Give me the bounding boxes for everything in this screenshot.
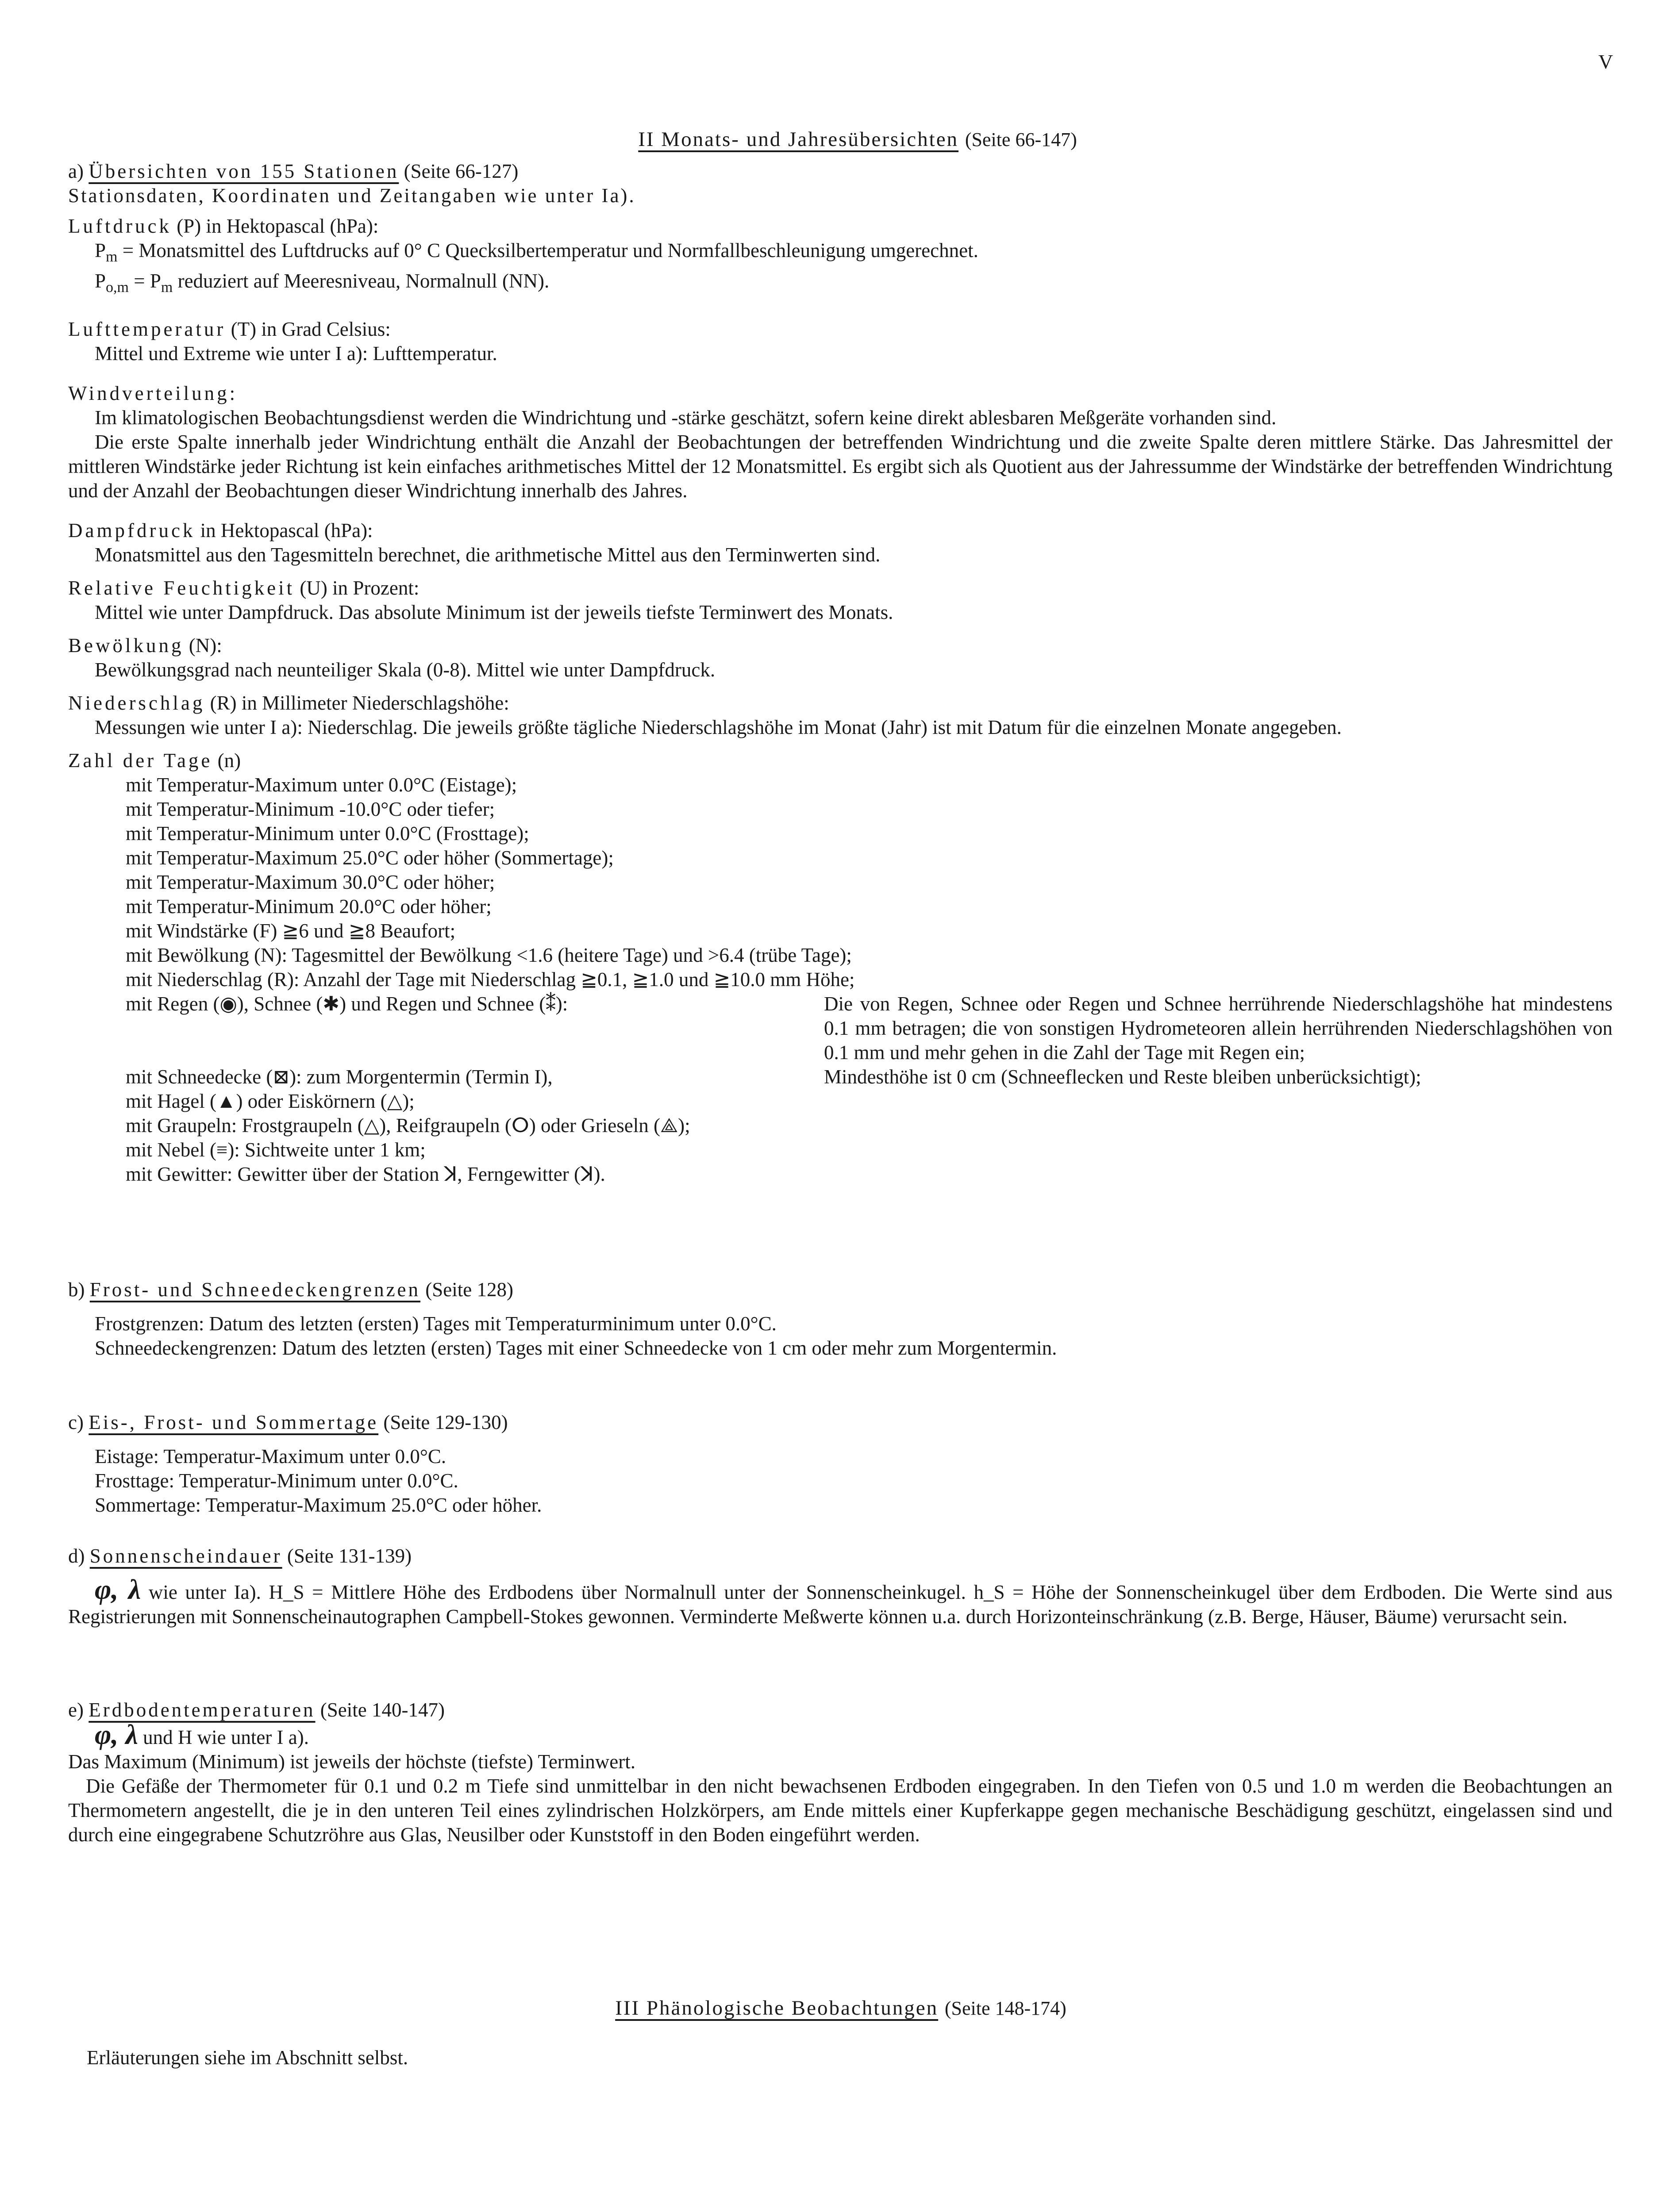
regen-row xyxy=(68,992,1613,1065)
phi-lambda-symbols: φ, λ xyxy=(95,1574,141,1605)
list-item: mit Temperatur-Minimum unter 0.0°C (Frosttage); xyxy=(126,822,529,845)
section-c-heading: c) Eis-, Frost- und Sommertage (Seite 129-130) xyxy=(68,1411,508,1433)
lufttemperatur-heading: Lufttemperatur (T) in Grad Celsius: xyxy=(68,318,391,340)
feuchtigkeit-heading: Relative Feuchtigkeit (U) in Prozent: xyxy=(68,577,420,599)
dampfdruck-text: Monatsmittel aus den Tagesmitteln berechnet, die arithmetische Mittel aus den Terminwerten sind. xyxy=(95,544,881,566)
windverteilung-p1: Im klimatologischen Beobachtungsdienst werden die Windrichtung und -stärke geschätzt, sofern keine direkt ablesbaren Meßgeräte vorhanden sind. xyxy=(95,407,1277,429)
list-item: mit Bewölkung (N): Tagesmittel der Bewölkung <1.6 (heitere Tage) und >6.4 (trübe Tage); xyxy=(126,944,852,966)
schneedeckengrenzen-text: Schneedeckengrenzen: Datum des letzten (ersten) Tages mit einer Schneedecke von 1 cm oder mehr zum Morgentermin. xyxy=(95,1337,1057,1359)
zahl-der-tage-list-2 xyxy=(68,1089,1613,1187)
section-e-title: Erdbodentemperaturen xyxy=(89,1699,316,1721)
section-2-pages: (Seite 66-147) xyxy=(965,129,1077,150)
section-e-paragraph: Die Gefäße der Thermometer für 0.1 und 0.2 m Tiefe sind unmittelbar in den nicht bewachsenen Erdboden eingegraben. In den Tiefen von 0.5 und 1.0 m werden die Beobachtungen an Thermometern angestellt, die je in den unteren Teil eines zylindrischen Holzkörpers, am Ende mittels einer Kupferkappe gegen mechanische Beschädigung geschützt, eingelassen sind und durch eine eingegrabene Schutzröhre aus Glas, Neusilber oder Kunststoff in den Boden eingeführt werden. xyxy=(68,1775,1613,1846)
section-d xyxy=(68,1544,1613,1629)
section-b xyxy=(68,1278,1613,1360)
section-e-line-1: φ, λ und H wie unter I a). xyxy=(95,1719,309,1750)
list-item: mit Temperatur-Minimum 20.0°C oder höher; xyxy=(126,895,492,918)
lufttemperatur-text: Mittel und Extreme wie unter I a): Lufttemperatur. xyxy=(95,342,497,365)
section-d-title: Sonnenscheindauer xyxy=(89,1545,282,1567)
windverteilung-heading: Windverteilung: xyxy=(68,382,238,404)
page-number: V xyxy=(1598,50,1613,73)
frosttage-text: Frosttage: Temperatur-Minimum unter 0.0°C. xyxy=(95,1470,458,1492)
bewoelkung-heading: Bewölkung (N): xyxy=(68,634,222,657)
section-e-line-2: Das Maximum (Minimum) ist jeweils der höchste (tiefste) Terminwert. xyxy=(68,1751,635,1773)
list-item: mit Temperatur-Minimum -10.0°C oder tiefer; xyxy=(126,798,495,820)
list-item: mit Gewitter: Gewitter über der Station ꓘ, Ferngewitter (ꓘ). xyxy=(126,1163,605,1185)
windverteilung-p2: Die erste Spalte innerhalb jeder Windrichtung enthält die Anzahl der Beobachtungen der betreffenden Windrichtung und die zweite Spalte deren mittlere Stärke. Das Jahresmittel der mittleren Windstärke jeder Richtung ist kein einfaches arithmetisches Mittel der 12 Monatsmittel. Es ergibt sich als Quotient aus der Jahressumme der Windstärke der betreffenden Windrichtung und der Anzahl der Beobachtungen dieser Windrichtung innerhalb des Jahres. xyxy=(68,431,1613,502)
list-item: mit Temperatur-Maximum 30.0°C oder höher; xyxy=(126,871,495,893)
section-a-intro: Stationsdaten, Koordinaten und Zeitangaben wie unter Ia). xyxy=(68,184,636,207)
niederschlag-text: Messungen wie unter I a): Niederschlag. Die jeweils größte tägliche Niederschlagshöhe im Monat (Jahr) ist mit Datum für die einzelnen Monate angegeben. xyxy=(95,716,1342,738)
luftdruck-line-1: $P_m$ = Monatsmittel des Luftdrucks auf 0° C Quecksilbertemperatur und Normfallbeschleunigung umgerechnet. xyxy=(95,239,978,265)
section-b-heading: b) Frost- und Schneedeckengrenzen (Seite 128) xyxy=(68,1279,513,1301)
schneedecke-row xyxy=(68,1065,1613,1089)
section-2-title: II Monats- und Jahresübersichten xyxy=(638,128,959,151)
section-3-pages: (Seite 148-174) xyxy=(944,1997,1066,2019)
sommertage-text: Sommertage: Temperatur-Maximum 25.0°C oder höher. xyxy=(95,1494,542,1516)
section-3-heading xyxy=(513,1996,1168,2020)
section-d-text: φ, λ wie unter Ia). H_S = Mittlere Höhe des Erdbodens über Normalnull unter der Sonnenscheinkugel. h_S = Höhe der Sonnenscheinkugel über dem Erdboden. Die Werte sind aus Registrierungen mit Sonnenscheinautographen Campbell-Stokes gewonnen. Verminderte Meßwerte können u.a. durch Horizonteinschränkung (z.B. Berge, Häuser, Bäume) verursacht sein. xyxy=(68,1574,1613,1628)
zahl-der-tage-list xyxy=(68,773,1613,992)
section-a-title: Übersichten von 155 Stationen xyxy=(89,160,399,182)
phi-lambda-symbols: φ, λ xyxy=(95,1719,138,1750)
regen-label: mit Regen (◉), Schnee (✱) und Regen und Schnee (⁑): xyxy=(126,993,568,1015)
eistage-text: Eistage: Temperatur-Maximum unter 0.0°C. xyxy=(95,1445,446,1467)
niederschlag-heading: Niederschlag (R) in Millimeter Niederschlagshöhe: xyxy=(68,692,509,714)
bewoelkung-text: Bewölkungsgrad nach neunteiliger Skala (0-8). Mittel wie unter Dampfdruck. xyxy=(95,659,716,681)
regen-description: Die von Regen, Schnee oder Regen und Schnee herrührende Niederschlagshöhe hat mindestens 0.1 mm betragen; die von sonstigen Hydrometeoren allein herrührenden Niederschlagshöhen von 0.1 mm und mehr gehen in die Zahl der Tage mit Regen ein; xyxy=(824,993,1613,1064)
section-d-heading: d) Sonnenscheindauer (Seite 131-139) xyxy=(68,1545,412,1567)
section-c xyxy=(68,1410,1613,1517)
list-item: mit Niederschlag (R): Anzahl der Tage mit Niederschlag ≧0.1, ≧1.0 und ≧10.0 mm Höhe; xyxy=(126,968,855,991)
luftdruck-line-2: $P_{o,m} = P_m$ reduziert auf Meeresniveau, Normalnull (NN). xyxy=(95,270,550,296)
schneedecke-description: Mindesthöhe ist 0 cm (Schneeflecken und Reste bleiben unberücksichtigt); xyxy=(824,1066,1421,1088)
section-2-heading xyxy=(539,127,1176,152)
zahl-der-tage-heading: Zahl der Tage (n) xyxy=(68,749,241,772)
list-item: mit Temperatur-Maximum unter 0.0°C (Eistage); xyxy=(126,774,517,796)
list-item: mit Temperatur-Maximum 25.0°C oder höher (Sommertage); xyxy=(126,847,614,869)
section-e-heading: e) Erdbodentemperaturen (Seite 140-147) xyxy=(68,1699,445,1721)
schneedecke-label: mit Schneedecke (⊠): zum Morgentermin (Termin I), xyxy=(126,1066,553,1088)
luftdruck-heading: Luftdruck (P) in Hektopascal (hPa): xyxy=(68,215,379,237)
list-item: mit Graupeln: Frostgraupeln (△), Reifgraupeln (ⵔ) oder Grieseln (⟁); xyxy=(126,1114,690,1137)
list-item: mit Nebel (≡): Sichtweite unter 1 km; xyxy=(126,1139,426,1161)
dampfdruck-heading: Dampfdruck in Hektopascal (hPa): xyxy=(68,519,373,541)
section-3-text: Erläuterungen siehe im Abschnitt selbst. xyxy=(87,2047,408,2069)
section-3-title: III Phänologische Beobachtungen xyxy=(615,1997,939,2020)
feuchtigkeit-text: Mittel wie unter Dampfdruck. Das absolute Minimum ist der jeweils tiefste Terminwert des Monats. xyxy=(95,601,893,623)
frostgrenzen-text: Frostgrenzen: Datum des letzten (ersten) Tages mit Temperaturminimum unter 0.0°C. xyxy=(95,1313,777,1335)
list-item: mit Hagel (▲) oder Eiskörnern (△); xyxy=(126,1090,415,1112)
list-item: mit Windstärke (F) ≧6 und ≧8 Beaufort; xyxy=(126,920,456,942)
section-c-title: Eis-, Frost- und Sommertage xyxy=(89,1411,379,1433)
section-a xyxy=(68,159,1613,1187)
section-a-heading: a) Übersichten von 155 Stationen (Seite 66-127) xyxy=(68,160,519,182)
section-e xyxy=(68,1698,1613,1847)
section-b-title: Frost- und Schneedeckengrenzen xyxy=(89,1279,421,1301)
